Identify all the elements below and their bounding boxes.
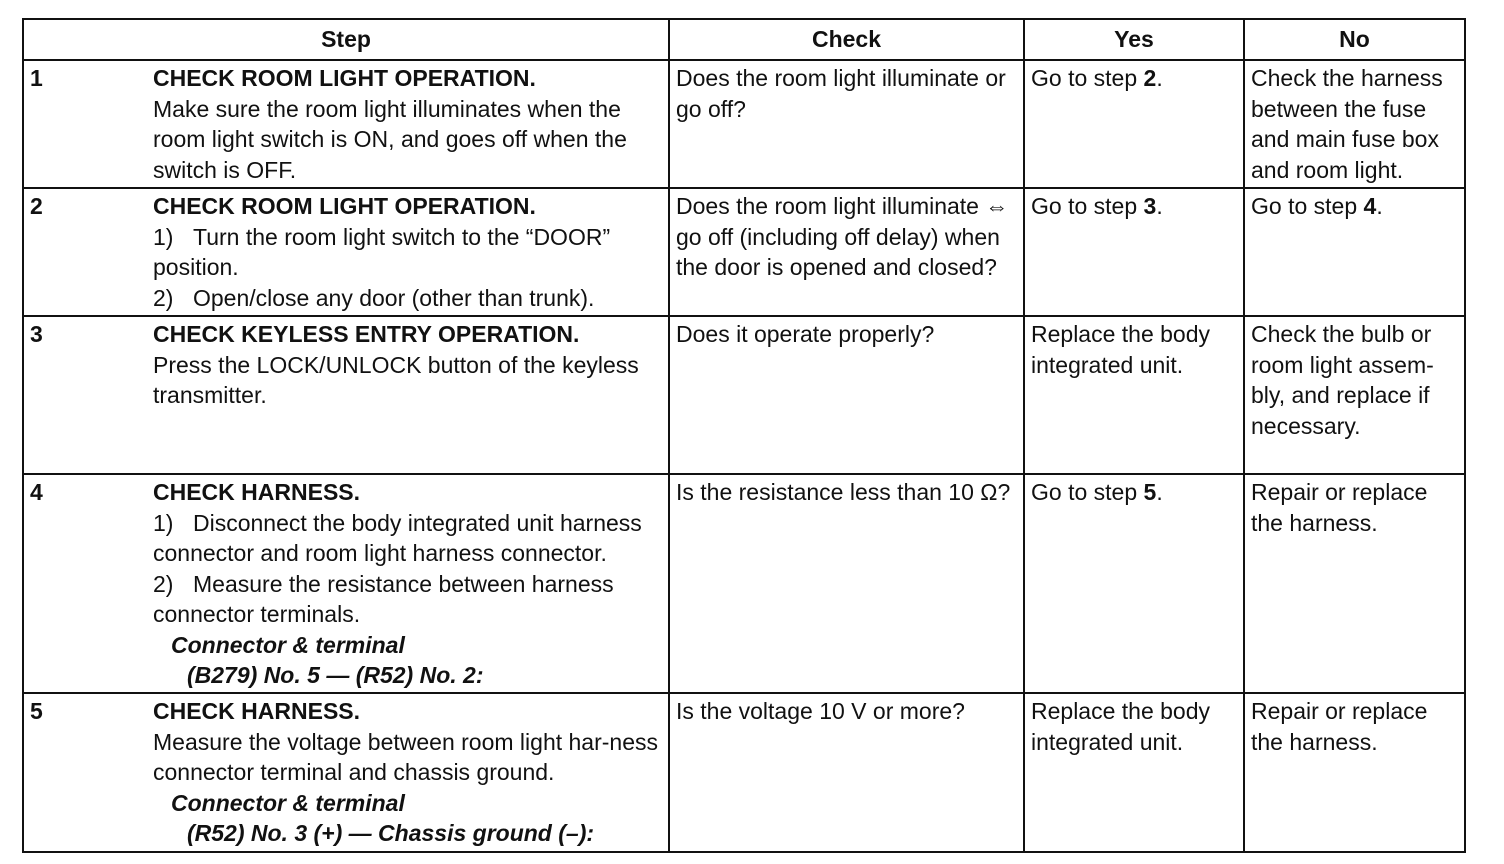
step-number: 4 [23,474,147,693]
connector-terminal-label: Connector & terminal [171,789,405,816]
connector-terminal-label: Connector & terminal [171,631,405,658]
table-row [23,474,1465,693]
step-title: CHECK ROOM LIGHT OPERATION. [153,65,536,91]
step-number: 3 [23,316,147,474]
no-cell: Go to step 4. [1244,188,1465,316]
no-cell: Repair or replace the harness. [1244,693,1465,852]
step-substep: 2) Open/close any door (other than trunk). [153,284,595,311]
check-cell: Does the room light illuminate ⇔ go off (including off delay) when the door is opened and closed? [669,188,1024,316]
step-title: CHECK ROOM LIGHT OPERATION. [153,193,536,219]
step-body [147,693,669,852]
header-check: Check [669,19,1024,60]
check-cell: Is the resistance less than 10 Ω? [669,474,1024,693]
check-cell: Does it operate properly? [669,316,1024,474]
step-title: CHECK KEYLESS ENTRY OPERATION. [153,321,580,347]
header-step: Step [23,19,669,60]
header-yes: Yes [1024,19,1244,60]
yes-cell: Go to step 2. [1024,60,1244,188]
connector-terminal-value: (B279) No. 5 — (R52) No. 2: [187,662,484,688]
step-description: Measure the voltage between room light har-ness connector terminal and chassis ground. [153,728,659,785]
yes-step-ref: 2 [1143,65,1157,91]
step-substep: 1) Turn the room light switch to the “DOOR” position. [153,223,611,280]
table-row [23,188,1465,316]
yes-cell: Replace the body integrated unit. [1024,693,1244,852]
yes-step-ref: 5 [1143,479,1157,505]
check-cell: Does the room light illuminate or go off? [669,60,1024,188]
table-row [23,316,1465,474]
no-step-ref: 4 [1363,193,1377,219]
connector-terminal-value: (R52) No. 3 (+) — Chassis ground (–): [187,820,595,846]
no-cell: Repair or replace the harness. [1244,474,1465,693]
step-body [147,188,669,316]
step-substep: 2) Measure the resistance between harness connector terminals. [153,570,614,627]
check-cell: Is the voltage 10 V or more? [669,693,1024,852]
yes-cell: Go to step 5. [1024,474,1244,693]
no-cell: Check the harness between the fuse and main fuse box and room light. [1244,60,1465,188]
step-title: CHECK HARNESS. [153,698,361,724]
step-title: CHECK HARNESS. [153,479,361,505]
step-body [147,316,669,474]
no-cell: Check the bulb or room light assem-bly, and replace if necessary. [1244,316,1465,474]
step-number: 5 [23,693,147,852]
step-substep: 1) Disconnect the body integrated unit harness connector and room light harness connector. [153,509,642,566]
table-row [23,693,1465,852]
step-body [147,474,669,693]
step-number: 1 [23,60,147,188]
header-row [23,19,1465,60]
yes-cell: Replace the body integrated unit. [1024,316,1244,474]
yes-step-ref: 3 [1143,193,1157,219]
yes-cell: Go to step 3. [1024,188,1244,316]
table-row [23,60,1465,188]
diagnostic-table [22,18,1466,853]
step-number: 2 [23,188,147,316]
step-body [147,60,669,188]
step-description: Press the LOCK/UNLOCK button of the keyless transmitter. [153,351,639,408]
step-description: Make sure the room light illuminates when the room light switch is ON, and goes off when the switch is OFF. [153,95,627,183]
header-no: No [1244,19,1465,60]
